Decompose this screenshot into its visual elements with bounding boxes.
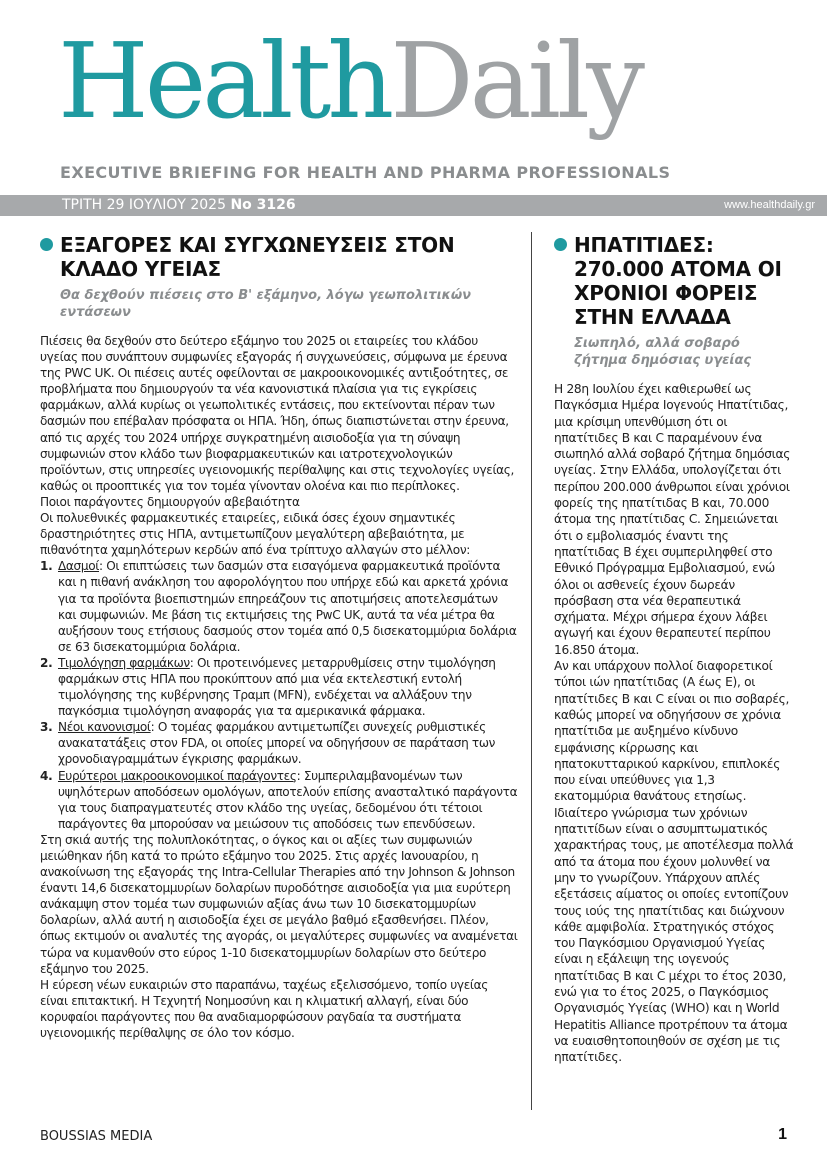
right-article-title: ΗΠΑΤΙΤΙΔΕΣ: 270.000 ΑΤΟΜΑ ΟΙ ΧΡΟΝΙΟΙ ΦΟΡΕΙΣ ΣΤΗΝ ΕΛΛΑΔΑ <box>554 233 794 329</box>
masthead <box>0 0 827 195</box>
tagline: EXECUTIVE BRIEFING FOR HEALTH AND PHARMA PROFESSIONALS <box>60 163 671 182</box>
right-article-body <box>554 381 794 1065</box>
column-divider <box>531 232 532 1110</box>
bullet-dot-icon <box>40 238 53 251</box>
list-item: 3. Νέοι κανονισμοί: Ο τομέας φαρμάκου αντιμετωπίζει συνεχείς ρυθμιστικές ανακατατάξεις στον FDA, οι οποίες μπορεί να οδηγήσουν σε παράταση των χρονοδιαγραμμάτων έγκρισης φαρμάκων. <box>40 720 496 767</box>
issue-number: No 3126 <box>230 197 296 213</box>
paragraph: Η 28η Ιουλίου έχει καθιερωθεί ως Παγκόσμια Ημέρα Ιογενούς Ηπατίτιδας, μια κρίσιμη υπενθύμιση ότι οι ηπατίτιδες B και C παραμένουν ένα σιωπηλό αλλά σοβαρό ζήτημα δημόσιας υγείας. Στην Ελλάδα, υπολογίζεται ότι περίπου 200.000 άνθρωποι είναι χρόνιοι φορείς της ηπατίτιδας Β και, 70.000 άτομα της ηπατίτιδας C. Σημειώνεται ότι ο εμβολιασμός έναντι της ηπατίτιδας Β έχει συμπεριληφθεί στο Εθνικό Πρόγραμμα Εμβολιασμού, ενώ όλοι οι ασθενείς έχουν δωρεάν πρόσβαση στα νέα θεραπευτικά σχήματα. Μέχρι σήμερα έχουν λάβει αγωγή και έχουν θεραπευτεί περίπου 16.850 άτομα. <box>554 382 791 657</box>
left-article <box>40 233 518 1041</box>
section-heading: Ποιοι παράγοντες δημιουργούν αβεβαιότητα <box>40 494 300 509</box>
list-item: 2. Τιμολόγηση φαρμάκων: Οι προτεινόμενες μεταρρυθμίσεις στην τιμολόγηση φαρμάκων στις ΗΠΑ που προκύπτουν από μια νέα εκτελεστική εντολή τιμολόγησης της κυβέρνησης Τραμπ (MFN), ενδέχεται να αλλάξουν την παγκόσμια τιμολόγηση αναφοράς για τα αμερικανικά φάρμακα. <box>40 655 496 719</box>
page-number: 1 <box>778 1126 787 1143</box>
issue-date: ΤΡΙΤΗ 29 ΙΟΥΛΙΟΥ 2025 No 3126 <box>62 197 296 213</box>
paragraph: Πιέσεις θα δεχθούν στο δεύτερο εξάμηνο του 2025 οι εταιρείες του κλάδου υγείας που συνάπτουν συμφωνίες εξαγοράς ή συγχωνεύσεις, σύμφωνα με έρευνα της PWC UK. Οι πιέσεις αυτές οφείλονται σε μακροοικονομικές αντιξοότητες, σε προβλήματα που δημιουργούν τα νέα κανονιστικά πλαίσια για τις εγκρίσεις φαρμάκων, αλλά κυρίως οι γεωπολιτικές εντάσεις, που εκτείνονται πέραν των δασμών που επέβαλαν πρόσφατα οι ΗΠΑ. Ήδη, όπως διαπιστώνεται στην έρευνα, από τις αρχές του 2024 υπήρχε συγκρατημένη αισιοδοξία για τη σύναψη συμφωνιών στον κλάδο των βιοφαρμακευτικών και ιατροτεχνολογικών προϊόντων, στις υπηρεσίες υγειονομικής περίθαλψης και στις τεχνολογίες υγείας, καθώς οι προοπτικές για τον τομέα γίνονταν ολοένα και πιο περίπλοκες. <box>40 334 515 493</box>
paragraph: Οι πολυεθνικές φαρμακευτικές εταιρείες, ειδικά όσες έχουν σημαντικές δραστηριότητες στις ΗΠΑ, αντιμετωπίζουν μεγαλύτερη αβεβαιότητα, με πιθανότητα χαμηλότερων κερδών από ένα τρίπτυχο αλλαγών στο μέλλον: <box>40 511 470 558</box>
health-daily-logo: HealthDaily <box>58 20 641 142</box>
right-article-subtitle: Σιωπηλό, αλλά σοβαρό ζήτημα δημόσιας υγείας <box>574 336 752 368</box>
factors-list <box>40 558 518 832</box>
left-article-title: ΕΞΑΓΟΡΕΣ ΚΑΙ ΣΥΓΧΩΝΕΥΣΕΙΣ ΣΤΟΝ ΚΛΑΔΟ ΥΓΕΙΑΣ <box>40 233 518 281</box>
left-article-body <box>40 333 518 1041</box>
paragraph: Η εύρεση νέων ευκαιριών στο παραπάνω, ταχέως εξελισσόμενο, τοπίο υγείας είναι επιτακτική. Η Τεχνητή Νοημοσύνη και η κλιματική αλλαγή, είναι δύο κορυφαίοι παράγοντες που θα αναδιαμορφώσουν ραγδαία τα συστήματα υγειονομικής περίθαλψης σε όλο τον κόσμο. <box>40 977 489 1041</box>
publisher-name: BOUSSIAS MEDIA <box>40 1129 153 1144</box>
list-item: 4. Ευρύτεροι μακροοικονομικοί παράγοντες: Συμπεριλαμβανομένων των υψηλότερων αποδόσεων ομολόγων, αποτελούν επίσης ανασταλτικό παράγοντα για τους διαπραγματευτές στον κλάδο της υγείας, δεδομένου ότι τέτοιοι παράγοντες θα μπορούσαν να μειώσουν τις αποδόσεις των επενδύσεων. <box>40 768 518 831</box>
paragraph: Αν και υπάρχουν πολλοί διαφορετικοί τύποι ιών ηπατίτιδας (Α έως Ε), οι ηπατίτιδες Β και C είναι οι πιο σοβαρές, καθώς μπορεί να οδηγήσουν σε χρόνια ηπατίτιδα με αυξημένο κίνδυνο εμφάνισης κίρρωσης και ηπατοκυτταρικού καρκίνου, επιπλοκές που είναι υπεύθυνες για 1,3 εκατομμύρια θανάτους ετησίως. Ιδιαίτερο γνώρισμα των χρόνιων ηπατιτίδων είναι ο ασυμπτωματικός χαρακτήρας τους, με αποτέλεσμα πολλά από τα άτομα που έχουν μολυνθεί να μην το γνωρίζουν. Υπάρχουν απλές εξετάσεις αίματος οι οποίες εντοπίζουν τους ιούς της ηπατίτιδας και διώχνουν κάθε αμφιβολία. Στρατηγικός στόχος του Παγκόσμιου Οργανισμού Υγείας είναι η εξάλειψη της ιογενούς ηπατίτιδας Β και C μέχρι το έτος 2030, ενώ για το έτος 2025, ο Παγκόσμιος Οργανισμός Υγείας (WHO) και η World Hepatitis Alliance προτρέπουν τα άτομα να ευαισθητοποιηθούν σε σχέση με τις ηπατίτιδες. <box>554 659 794 1065</box>
list-item: 1. Δασμοί: Οι επιπτώσεις των δασμών στα εισαγόμενα φαρμακευτικά προϊόντα και η πιθανή ανάκληση του αφορολόγητου που υπήρχε εδώ και αρκετά χρόνια για τα προϊόντα βιοεπιστημών επηρεάζουν τις αποτιμήσεις αποτελεσμάτων και συμφωνιών. Με βάση τις εκτιμήσεις της PwC UK, αυτά τα νέα μέτρα θα αυξήσουν τους ετήσιους δασμούς στον τομέα από 0,5 δισεκατομμύρια δολάρια σε 63 δισεκατομμύρια δολάρια. <box>40 559 517 654</box>
paragraph: Στη σκιά αυτής της πολυπλοκότητας, ο όγκος και οι αξίες των συμφωνιών μειώθηκαν ήδη κατά το πρώτο εξάμηνο του 2025. Στις αρχές Ιανουαρίου, η ανακοίνωση της εξαγοράς της Intra-Cellular Therapies από την Johnson & Johnson έναντι 14,6 δισεκατομμυρίων δολαρίων πυροδότησε αισιοδοξία για μια ευρύτερη ανάκαμψη στον τομέα των συμφωνιών αξίας άνω των 10 δισεκατομμυρίων δολαρίων, αλλά αυτή η αισιοδοξία έχει σε μεγάλο βαθμό εξασθενήσει. Πλέον, όπως εκτιμούν οι αναλυτές της αγοράς, οι μεγαλύτερες συμφωνίες να αναμένεται τώρα να κυμανθούν στο εύρος 1-10 δισεκατομμυρίων δολαρίων στο δεύτερο εξάμηνο του 2025. <box>40 832 518 976</box>
date-band <box>0 195 827 216</box>
website-link[interactable]: www.healthdaily.gr <box>724 199 815 211</box>
left-article-subtitle: Θα δεχθούν πιέσεις στο Β' εξάμηνο, λόγω γεωπολιτικών εντάσεων <box>60 288 472 320</box>
right-article <box>554 233 794 1065</box>
bullet-dot-icon <box>554 238 567 251</box>
